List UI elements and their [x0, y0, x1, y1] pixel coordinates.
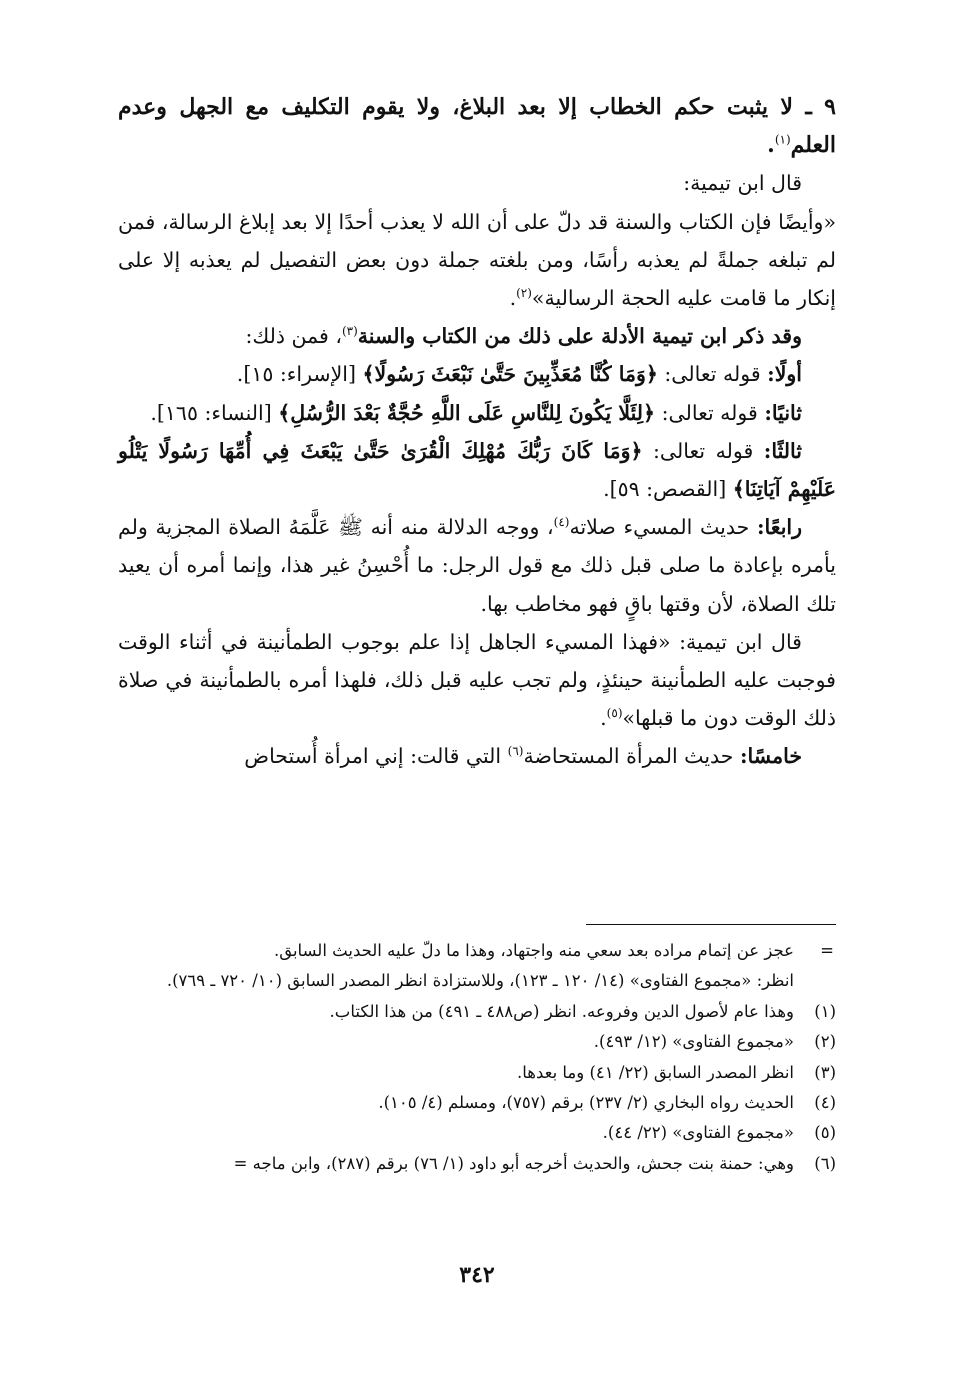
evidence-first-intro: قوله تعالى: — [657, 362, 768, 387]
footnote-ref-3: (٣) — [341, 324, 358, 339]
footnote-text: وهي: حمنة بنت جحش، والحديث أخرجه أبو داود (١/ ٧٦) برقم (٢٨٧)، وابن ماجه = — [233, 1153, 794, 1173]
main-text — [118, 88, 836, 776]
evidence-second-intro: قوله تعالى: — [655, 400, 765, 425]
evidence-intro: وقد ذكر ابن تيمية الأدلة على ذلك من الكتاب والسنة — [357, 324, 802, 349]
quote-text: «وأيضًا فإن الكتاب والسنة قد دلّ على أن الله لا يعذب أحدًا إلا بعد إبلاغ الرسالة، فمن لم تبلغه جملةً لم يعذبه رأسًا، ومن بلغته جملة دون بعض التفصيل لم يعذبه إلا على إنكار ما قامت عليه الحجة الرسالية» — [118, 209, 836, 311]
citation-3: [القصص: ٥٩]. — [603, 477, 733, 502]
evidence-intro-rest: ، فمن ذلك: — [245, 324, 342, 349]
evidence-third — [118, 432, 836, 508]
evidence-fourth-a: حديث المسيء صلاته — [569, 515, 757, 540]
footnote-continuation — [118, 936, 836, 997]
paragraph-1: قال ابن تيمية: — [683, 171, 802, 196]
footnote-separator — [586, 924, 836, 925]
footnote-number: (٣) — [814, 1062, 836, 1082]
footnote-number: (٦) — [814, 1153, 836, 1173]
continuation-line-1: عجز عن إتمام مراده بعد سعي منه واجتهاد، وهذا ما دلّ عليه الحديث السابق. — [273, 941, 794, 960]
quran-verse-1: ﴿وَمَا كُنَّا مُعَذِّبِينَ حَتَّىٰ نَبْعَثَ رَسُولًا﴾ — [362, 362, 658, 387]
footnote-number: (٥) — [814, 1123, 836, 1143]
paragraph-2 — [118, 203, 836, 318]
footnote-ref-1: (١) — [774, 132, 791, 147]
evidence-fifth-a: حديث المرأة المستحاضة — [523, 744, 740, 769]
page-number: ٣٤٢ — [459, 1262, 495, 1288]
footnote-5 — [118, 1118, 836, 1148]
citation-1: [الإسراء: ١٥]. — [236, 362, 363, 387]
footnote-ref-5: (٥) — [606, 706, 623, 721]
footnote-number: (١) — [814, 1001, 836, 1021]
continuation-line-2: انظر: «مجموع الفتاوى» (١٤/ ١٢٠ ـ ١٢٣)، وللاستزادة انظر المصدر السابق (١٠/ ٧٢٠ ـ ٧٦٩). — [166, 971, 794, 991]
evidence-third-label: ثالثًا: — [763, 438, 802, 463]
footnote-number: (٢) — [814, 1032, 836, 1052]
footnote-number: (٤) — [814, 1093, 836, 1113]
evidence-fifth-label: خامسًا: — [739, 744, 802, 769]
evidence-third-intro: قوله تعالى: — [642, 438, 764, 463]
footnote-text: وهذا عام لأصول الدين وفروعه. انظر (ص٤٨٨ ـ ٤٩١) من هذا الكتاب. — [329, 1001, 794, 1021]
quran-verse-3: ﴿وَمَا كَانَ رَبُّكَ مُهْلِكَ الْقُرَىٰ حَتَّىٰ يَبْعَثَ فِي أُمِّهَا رَسُولًا يَتْلُو عَلَيْهِمْ آيَاتِنَا﴾ — [118, 438, 836, 502]
evidence-second — [118, 394, 836, 432]
ibn-taymiyya-quote: قال ابن تيمية: «فهذا المسيء الجاهل إذا علم بوجوب الطمأنينة في أثناء الوقت فوجبت عليه الطمأنينة حينئذٍ، ولم تجب عليه قبل ذلك، فلهذا أمره بالطمأنينة في صلاة ذلك الوقت دون ما قبلها» — [118, 629, 836, 731]
footnote-text: «مجموع الفتاوى» (١٢/ ٤٩٣). — [593, 1032, 794, 1052]
heading-end: . — [767, 132, 775, 159]
footnote-3 — [118, 1058, 836, 1088]
heading-text: ٩ ـ لا يثبت حكم الخطاب إلا بعد البلاغ، ولا يقوم التكليف مع الجهل وعدم العلم — [118, 94, 836, 159]
footnote-ref-4: (٤) — [553, 515, 570, 530]
paragraph-3 — [118, 317, 836, 355]
continuation-mark: = — [820, 941, 834, 960]
evidence-second-label: ثانيًا: — [764, 400, 802, 425]
footnote-2 — [118, 1027, 836, 1057]
footnotes — [118, 936, 836, 1179]
footnote-6 — [118, 1149, 836, 1179]
paragraph-8 — [118, 623, 836, 738]
quran-verse-2: ﴿لِئَلَّا يَكُونَ لِلنَّاسِ عَلَى اللَّهِ حُجَّةٌ بَعْدَ الرُّسُلِ﴾ — [278, 400, 656, 425]
footnote-1 — [118, 997, 836, 1027]
footnote-text: «مجموع الفتاوى» (٢٢/ ٤٤). — [602, 1123, 794, 1143]
quote-end: . — [509, 286, 517, 311]
footnote-ref-2: (٢) — [516, 286, 532, 301]
footnote-text: الحديث رواه البخاري (٢/ ٢٣٧) برقم (٧٥٧)، ومسلم (٤/ ١٠٥). — [378, 1093, 794, 1113]
citation-2: [النساء: ١٦٥]. — [150, 400, 279, 425]
footnote-ref-6: (٦) — [507, 744, 524, 759]
evidence-fifth-b: التي قالت: إني امرأة أُستحاض — [244, 744, 508, 769]
evidence-first-label: أولًا: — [767, 362, 802, 387]
footnote-4 — [118, 1088, 836, 1118]
evidence-fourth — [118, 508, 836, 623]
footnote-text: انظر المصدر السابق (٢٢/ ٤١) وما بعدها. — [516, 1062, 794, 1082]
evidence-fourth-b: ، ووجه الدلالة منه أنه ﷺ عَلَّمَهُ الصلاة المجزية ولم يأمره بإعادة ما صلى قبل ذلك مع قول الرجل: ما أُحْسِنُ غير هذا، وإنما أمره أن يعيد تلك الصلاة، لأن وقتها باقٍ فهو مخاطب بها. — [118, 515, 836, 616]
paragraph-8-end: . — [600, 706, 607, 731]
evidence-fifth — [118, 737, 836, 775]
evidence-first — [118, 355, 836, 393]
section-heading — [118, 88, 836, 164]
evidence-fourth-label: رابعًا: — [756, 515, 802, 540]
